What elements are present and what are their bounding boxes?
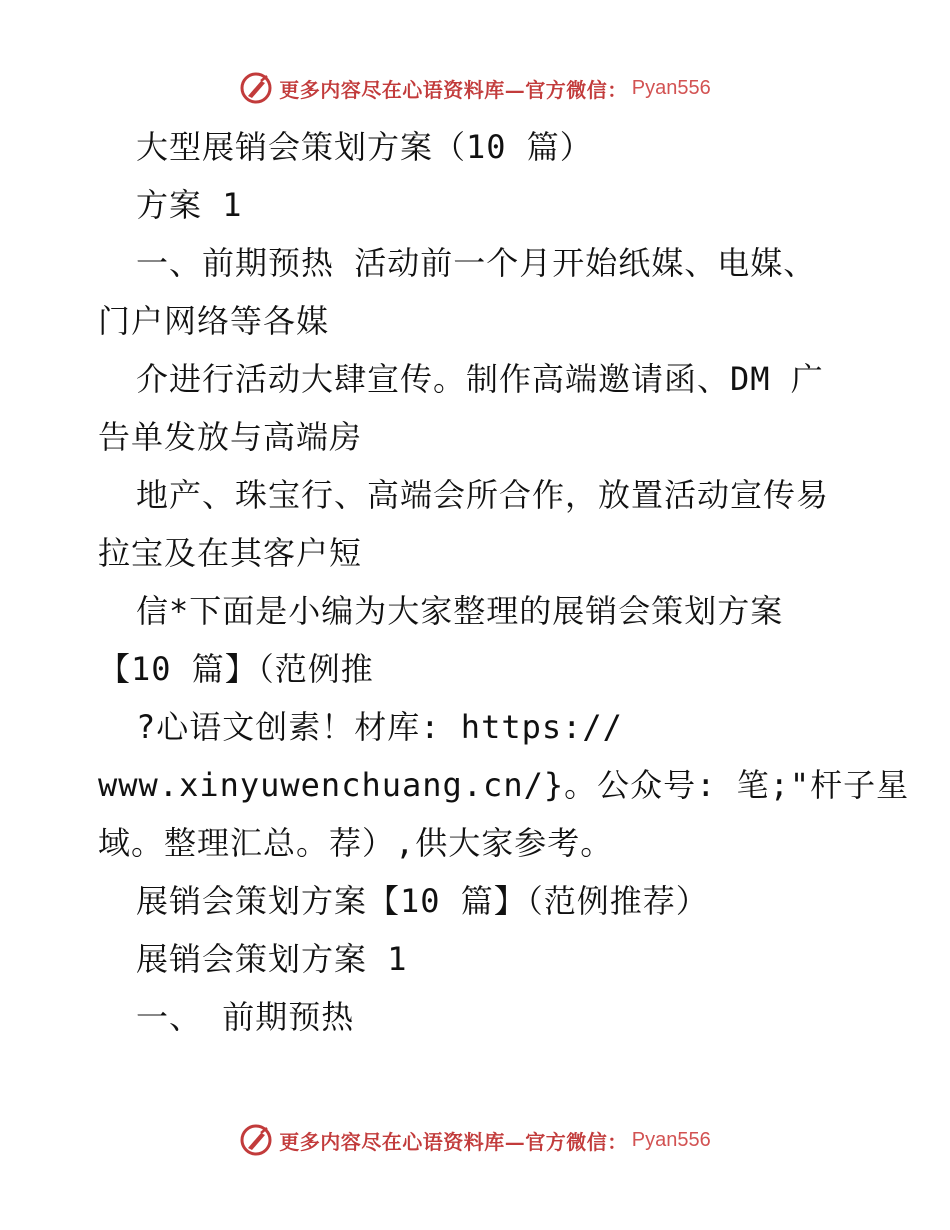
paragraph-line: 告单发放与高端房 (98, 418, 363, 456)
quill-pen-logo-icon (239, 71, 273, 105)
footer-wechat-id: Pyan556 (631, 1128, 711, 1151)
paragraph-line: 门户网络等各媒 (98, 302, 330, 340)
paragraph-line: 信*下面是小编为大家整理的展销会策划方案 (136, 592, 784, 630)
section-heading: 展销会策划方案【10 篇】（范例推荐） (136, 882, 709, 920)
paragraph-line: ?心语文创素！材库: https:// (136, 708, 623, 746)
section-heading: 展销会策划方案 1 (136, 940, 408, 978)
footer-banner (0, 1120, 950, 1160)
paragraph-line: 一、前期预热 活动前一个月开始纸媒、电媒、 (136, 244, 817, 282)
section-heading: 方案 1 (136, 186, 243, 224)
header-brand-text: 更多内容尽在心语资料库—官方微信： (279, 77, 628, 102)
paragraph-line: 拉宝及在其客户短 (98, 534, 363, 572)
paragraph-line: 域。整理汇总。荐）,供大家参考。 (98, 824, 614, 862)
section-heading: 一、 前期预热 (136, 998, 355, 1036)
paragraph-line: 【10 篇】（范例推 (98, 650, 374, 688)
header-wechat-id: Pyan556 (631, 76, 711, 99)
document-body (98, 118, 910, 1046)
paragraph-line: 介进行活动大肆宣传。制作高端邀请函、DM 广 (136, 360, 824, 398)
paragraph-line: www.xinyuwenchuang.cn/}。公众号: 笔;"杆子星 (98, 766, 910, 804)
quill-pen-logo-icon (239, 1123, 273, 1157)
header-banner (0, 68, 950, 108)
document-title: 大型展销会策划方案（10 篇） (136, 128, 593, 166)
footer-brand-text: 更多内容尽在心语资料库—官方微信： (279, 1129, 628, 1154)
paragraph-line: 地产、珠宝行、高端会所合作，放置活动宣传易 (136, 476, 830, 514)
